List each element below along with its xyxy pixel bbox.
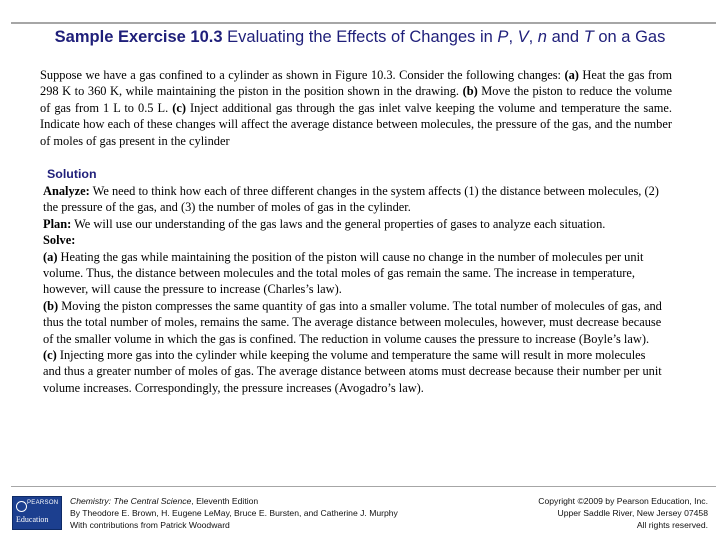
- plan-paragraph: [43, 216, 665, 232]
- problem-text-b: Move the piston to reduce the volume of gas from 1 L to 0.5 L.: [40, 84, 672, 115]
- title-text-part2: on a Gas: [593, 28, 666, 46]
- title-and: and: [546, 28, 584, 46]
- solution-part-b: [43, 298, 665, 347]
- footer-book-line: [70, 495, 398, 507]
- footer-contributions: With contributions from Patrick Woodward: [70, 520, 230, 530]
- pearson-logo-icon: [16, 501, 27, 512]
- plan-label: Plan:: [43, 216, 72, 231]
- solution-part-c: [43, 347, 665, 396]
- plan-text: We will use our understanding of the gas laws and the general properties of gases to analyze each situation.: [71, 216, 606, 231]
- problem-intro: Suppose we have a gas confined to a cylinder as shown in Figure 10.3. Consider the following changes:: [40, 68, 565, 82]
- analyze-paragraph: [43, 183, 665, 216]
- problem-statement: [40, 67, 672, 149]
- footer-book-title: Chemistry: The Central Science: [70, 496, 192, 506]
- solve-label-paragraph: [43, 232, 665, 248]
- problem-label-b: (b): [462, 84, 478, 99]
- title-var-v: V: [517, 28, 529, 46]
- solution-text-c: Injecting more gas into the cylinder while keeping the volume and temperature the same will result in more molecules and thus a greater number of moles of gas. The average distance between atoms must decrease because their number per unit volume increases. Correspondingly, the pressure increases (Avogadro’s law).: [43, 348, 662, 395]
- footer-address: Upper Saddle River, New Jersey 07458: [557, 508, 708, 518]
- solution-label-a: (a): [43, 249, 58, 264]
- solution-label-c: (c): [43, 348, 57, 363]
- analyze-label: Analyze:: [43, 184, 90, 198]
- title-sep1: ,: [508, 28, 518, 46]
- title-text-part1: Evaluating the Effects of Changes in: [222, 28, 498, 46]
- footer-divider: [11, 486, 716, 487]
- footer-rights: All rights reserved.: [636, 520, 708, 530]
- title-var-p: P: [497, 28, 509, 46]
- solution-text-b: Moving the piston compresses the same quantity of gas into a smaller volume. The total number of molecules of gas, and thus the total number of moles, remains the same. The average distance between molecules, however, must decrease because of the smaller volume in which the gas is confined. The reduction in volume causes the pressure to increase (Boyle’s law).: [43, 298, 662, 346]
- footer-authors: By Theodore E. Brown, H. Eugene LeMay, Bruce E. Bursten, and Catherine J. Murphy: [70, 508, 398, 518]
- pearson-logo: [12, 496, 62, 530]
- solve-label: Solve:: [43, 233, 76, 248]
- solution-text-a: Heating the gas while maintaining the position of the piston will cause no change in the number of molecules per unit volume. Thus, the distance between molecules and the total moles of gas remain the same. The increase in temperature, however, will cause the pressure to increase (Charles’s law).: [43, 249, 644, 297]
- solution-body: [43, 183, 665, 396]
- analyze-text: We need to think how each of three different changes in the system affects (1) the distance between molecules, (2) the pressure of the gas, and (3) the number of moles of gas in the cylinder.: [43, 184, 659, 215]
- problem-text-c: Inject additional gas through the gas inlet valve keeping the volume and temperature the same. Indicate how each of these changes will affect the average distance between molecules, the pressure of the gas, and the number of moles of gas present in the cylinder: [40, 100, 672, 148]
- footer-copyright-line: Copyright ©2009 by Pearson Education, Inc.: [538, 496, 708, 506]
- page-title: [22, 28, 698, 47]
- solution-label-b: (b): [43, 298, 59, 313]
- footer-edition: , Eleventh Edition: [191, 496, 259, 506]
- footer-citation: [70, 495, 398, 531]
- logo-line2: Education: [16, 515, 49, 524]
- problem-text-a: Heat the gas from 298 K to 360 K, while maintaining the piston in the position shown in the drawing.: [40, 68, 672, 99]
- exercise-number: Sample Exercise 10.3: [54, 28, 223, 46]
- solution-part-a: [43, 249, 665, 298]
- solution-heading: Solution: [47, 167, 97, 181]
- logo-line1: PEARSON: [27, 500, 59, 506]
- problem-label-c: (c): [172, 100, 186, 115]
- top-divider: [11, 22, 716, 24]
- title-var-n: n: [537, 28, 547, 46]
- problem-label-a: (a): [564, 68, 579, 82]
- title-var-t: T: [583, 28, 594, 46]
- title-sep2: ,: [528, 28, 538, 46]
- footer-copyright: [538, 495, 708, 531]
